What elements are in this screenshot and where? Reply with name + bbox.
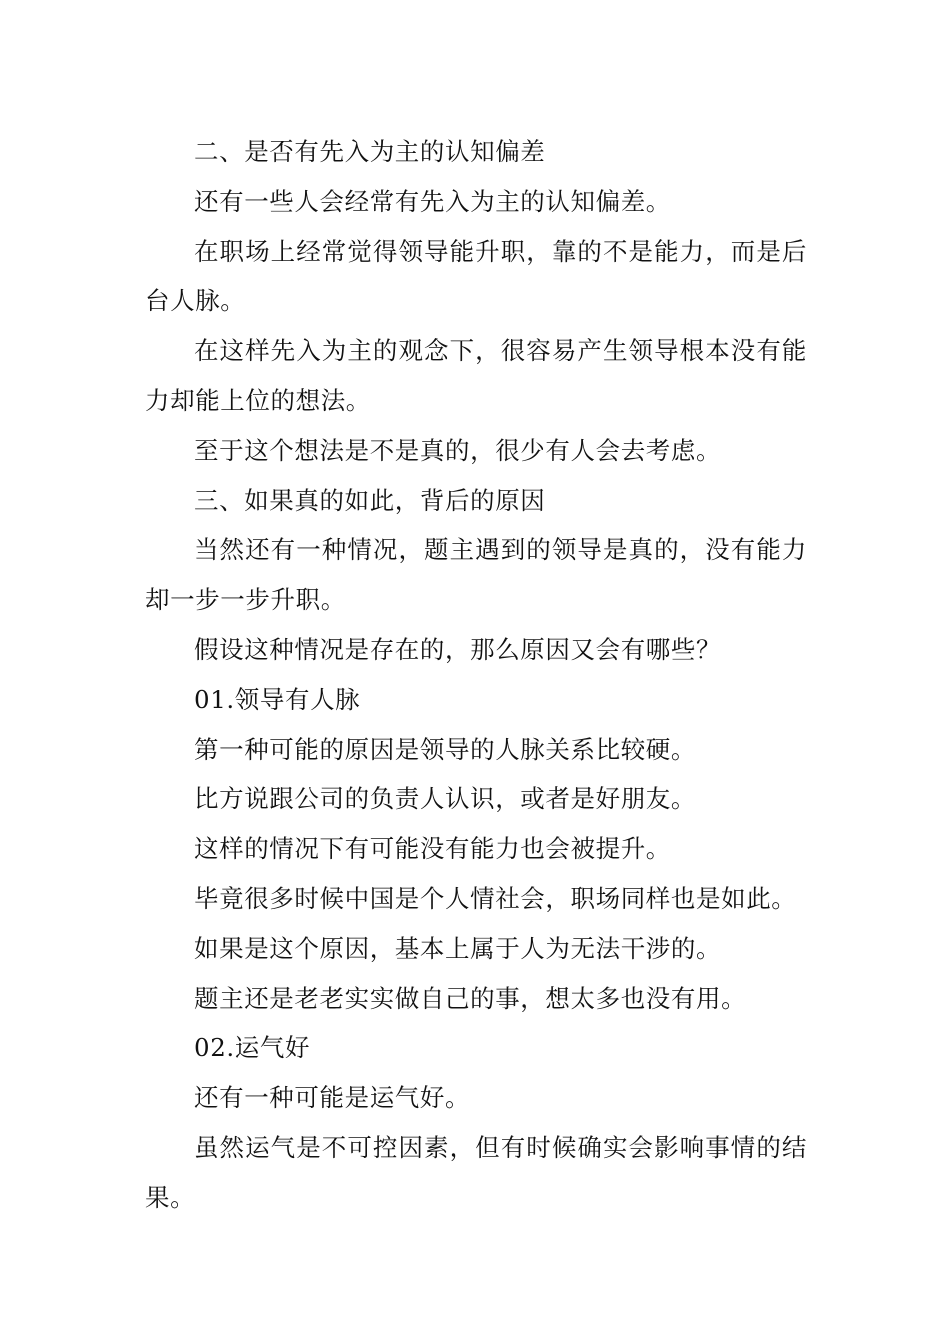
- paragraph: 至于这个想法是不是真的，很少有人会去考虑。: [194, 435, 722, 465]
- paragraph: 当然还有一种情况，题主遇到的领导是真的，没有能力却一步一步升职。: [145, 535, 807, 615]
- section-heading-bias: 二、是否有先入为主的认知偏差: [194, 137, 546, 166]
- section-heading-reasons: 三、如果真的如此，背后的原因: [194, 485, 546, 515]
- paragraph: 这样的情况下有可能没有能力也会被提升。: [194, 834, 671, 864]
- paragraph: 假设这种情况是存在的，那么原因又会有哪些？: [194, 634, 722, 664]
- document-body: [145, 127, 807, 1223]
- subheading-luck: 02.运气好: [194, 1033, 311, 1063]
- paragraph: 第一种可能的原因是领导的人脉关系比较硬。: [194, 734, 696, 764]
- paragraph: 在职场上经常觉得领导能升职，靠的不是能力，而是后台人脉。: [145, 236, 807, 316]
- paragraph: 如果是这个原因，基本上属于人为无法干涉的。: [194, 933, 722, 963]
- paragraph: 还有一种可能是运气好。: [194, 1083, 471, 1113]
- paragraph: 还有一些人会经常有先入为主的认知偏差。: [194, 186, 671, 216]
- paragraph: 在这样先入为主的观念下，很容易产生领导根本没有能力却能上位的想法。: [145, 336, 807, 415]
- paragraph: 毕竟很多时候中国是个人情社会，职场同样也是如此。: [194, 883, 797, 913]
- paragraph: 比方说跟公司的负责人认识，或者是好朋友。: [194, 784, 696, 814]
- paragraph: 题主还是老老实实做自己的事，想太多也没有用。: [194, 983, 747, 1013]
- subheading-connections: 01.领导有人脉: [194, 684, 361, 714]
- paragraph: 虽然运气是不可控因素，但有时候确实会影响事情的结果。: [145, 1132, 807, 1212]
